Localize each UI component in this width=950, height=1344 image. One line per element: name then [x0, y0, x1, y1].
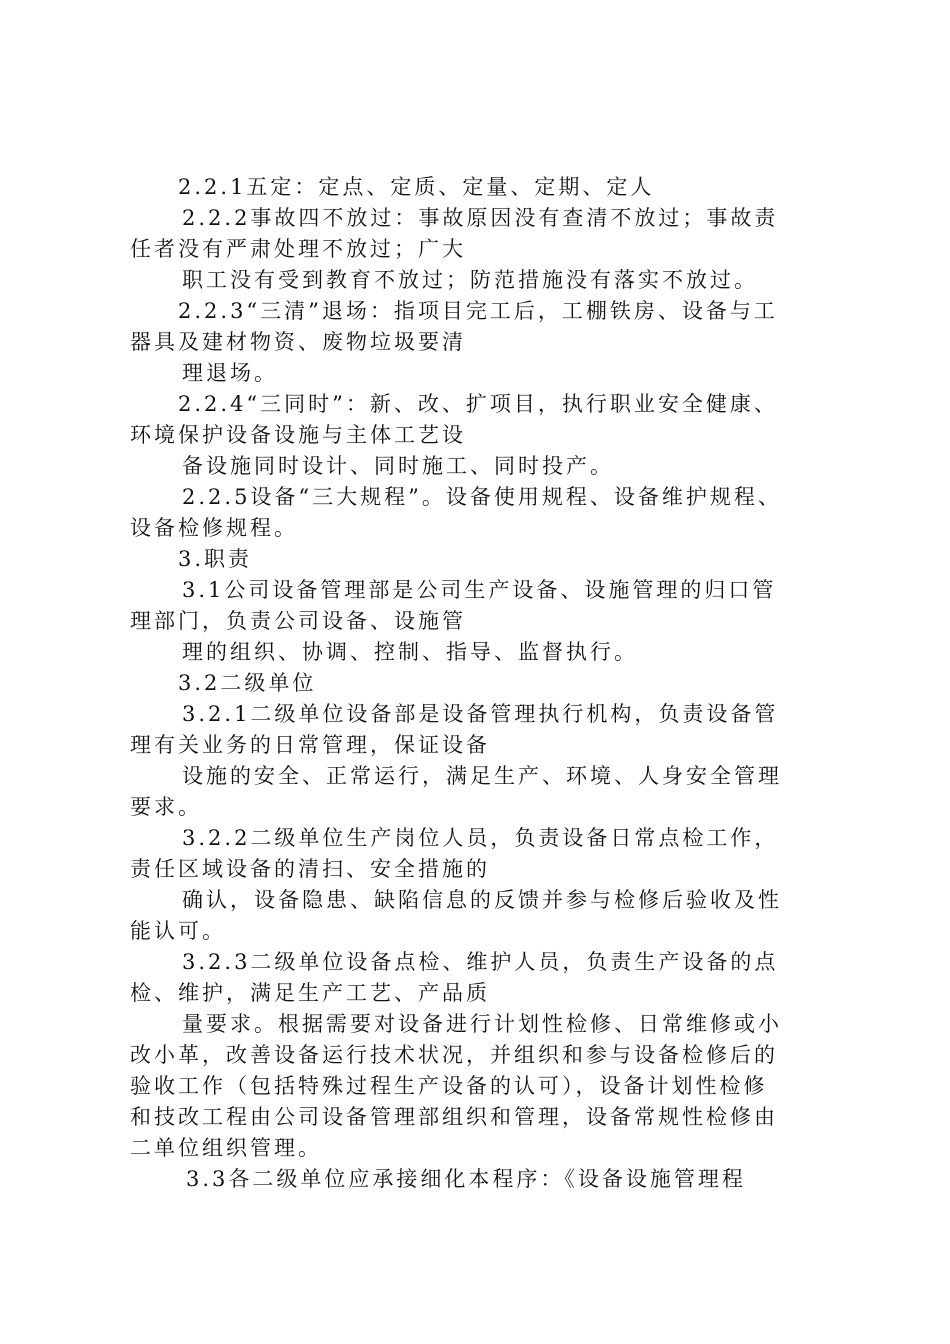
text-line: 备设施同时设计、同时施工、同时投产。 [182, 454, 614, 478]
text-line: 设备检修规程。 [130, 516, 298, 540]
text-line: 检、维护，满足生产工艺、产品质 [130, 981, 490, 1005]
text-line: 和技改工程由公司设备管理部组织和管理，设备常规性检修由 [130, 1105, 778, 1129]
text-line: 能认可。 [130, 919, 226, 943]
text-line: 理有关业务的日常管理，保证设备 [130, 733, 490, 757]
text-line: 3.1公司设备管理部是公司生产设备、设施管理的归口管 [182, 578, 777, 602]
text-line: 2.2.5设备“三大规程”。设备使用规程、设备维护规程、 [182, 485, 782, 509]
text-line: 环境保护设备设施与主体工艺设 [130, 423, 466, 447]
text-line: 职工没有受到教育不放过；防范措施没有落实不放过。 [182, 268, 758, 292]
text-line: 改小革，改善设备运行技术状况，并组织和参与设备检修后的 [130, 1043, 778, 1067]
text-line: 确认，设备隐患、缺陷信息的反馈并参与检修后验收及性 [182, 888, 782, 912]
text-line: 3.3各二级单位应承接细化本程序：《设备设施管理程 [186, 1167, 746, 1191]
text-line: 设施的安全、正常运行，满足生产、环境、人身安全管理 [182, 764, 782, 788]
text-line: 3.职责 [178, 547, 253, 571]
text-line: 验收工作（包括特殊过程生产设备的认可），设备计划性检修 [130, 1074, 768, 1098]
text-line: 量要求。根据需要对设备进行计划性检修、日常维修或小 [182, 1012, 782, 1036]
text-line: 理退场。 [182, 361, 278, 385]
text-line: 理的组织、协调、控制、指导、监督执行。 [182, 640, 638, 664]
text-line: 理部门，负责公司设备、设施管 [130, 609, 466, 633]
text-line: 器具及建材物资、废物垃圾要清 [130, 330, 466, 354]
text-line: 3.2.2二级单位生产岗位人员，负责设备日常点检工作， [182, 826, 779, 850]
text-line: 3.2二级单位 [178, 671, 317, 695]
text-line: 3.2.3二级单位设备点检、维护人员，负责生产设备的点 [182, 950, 779, 974]
text-line: 2.2.4“三同时”：新、改、扩项目，执行职业安全健康、 [178, 392, 778, 416]
text-line: 责任区域设备的清扫、安全措施的 [130, 857, 490, 881]
text-line: 二单位组织管理。 [130, 1136, 322, 1160]
text-line: 2.2.1五定：定点、定质、定量、定期、定人 [178, 175, 655, 199]
document-body [130, 172, 840, 1195]
text-line: 3.2.1二级单位设备部是设备管理执行机构，负责设备管 [182, 702, 779, 726]
text-line: 2.2.3“三清”退场：指项目完工后，工棚铁房、设备与工 [178, 299, 778, 323]
text-line: 2.2.2事故四不放过：事故原因没有查清不放过；事故责 [182, 206, 779, 230]
text-line: 任者没有严肃处理不放过；广大 [130, 237, 466, 261]
text-line: 要求。 [130, 795, 202, 819]
